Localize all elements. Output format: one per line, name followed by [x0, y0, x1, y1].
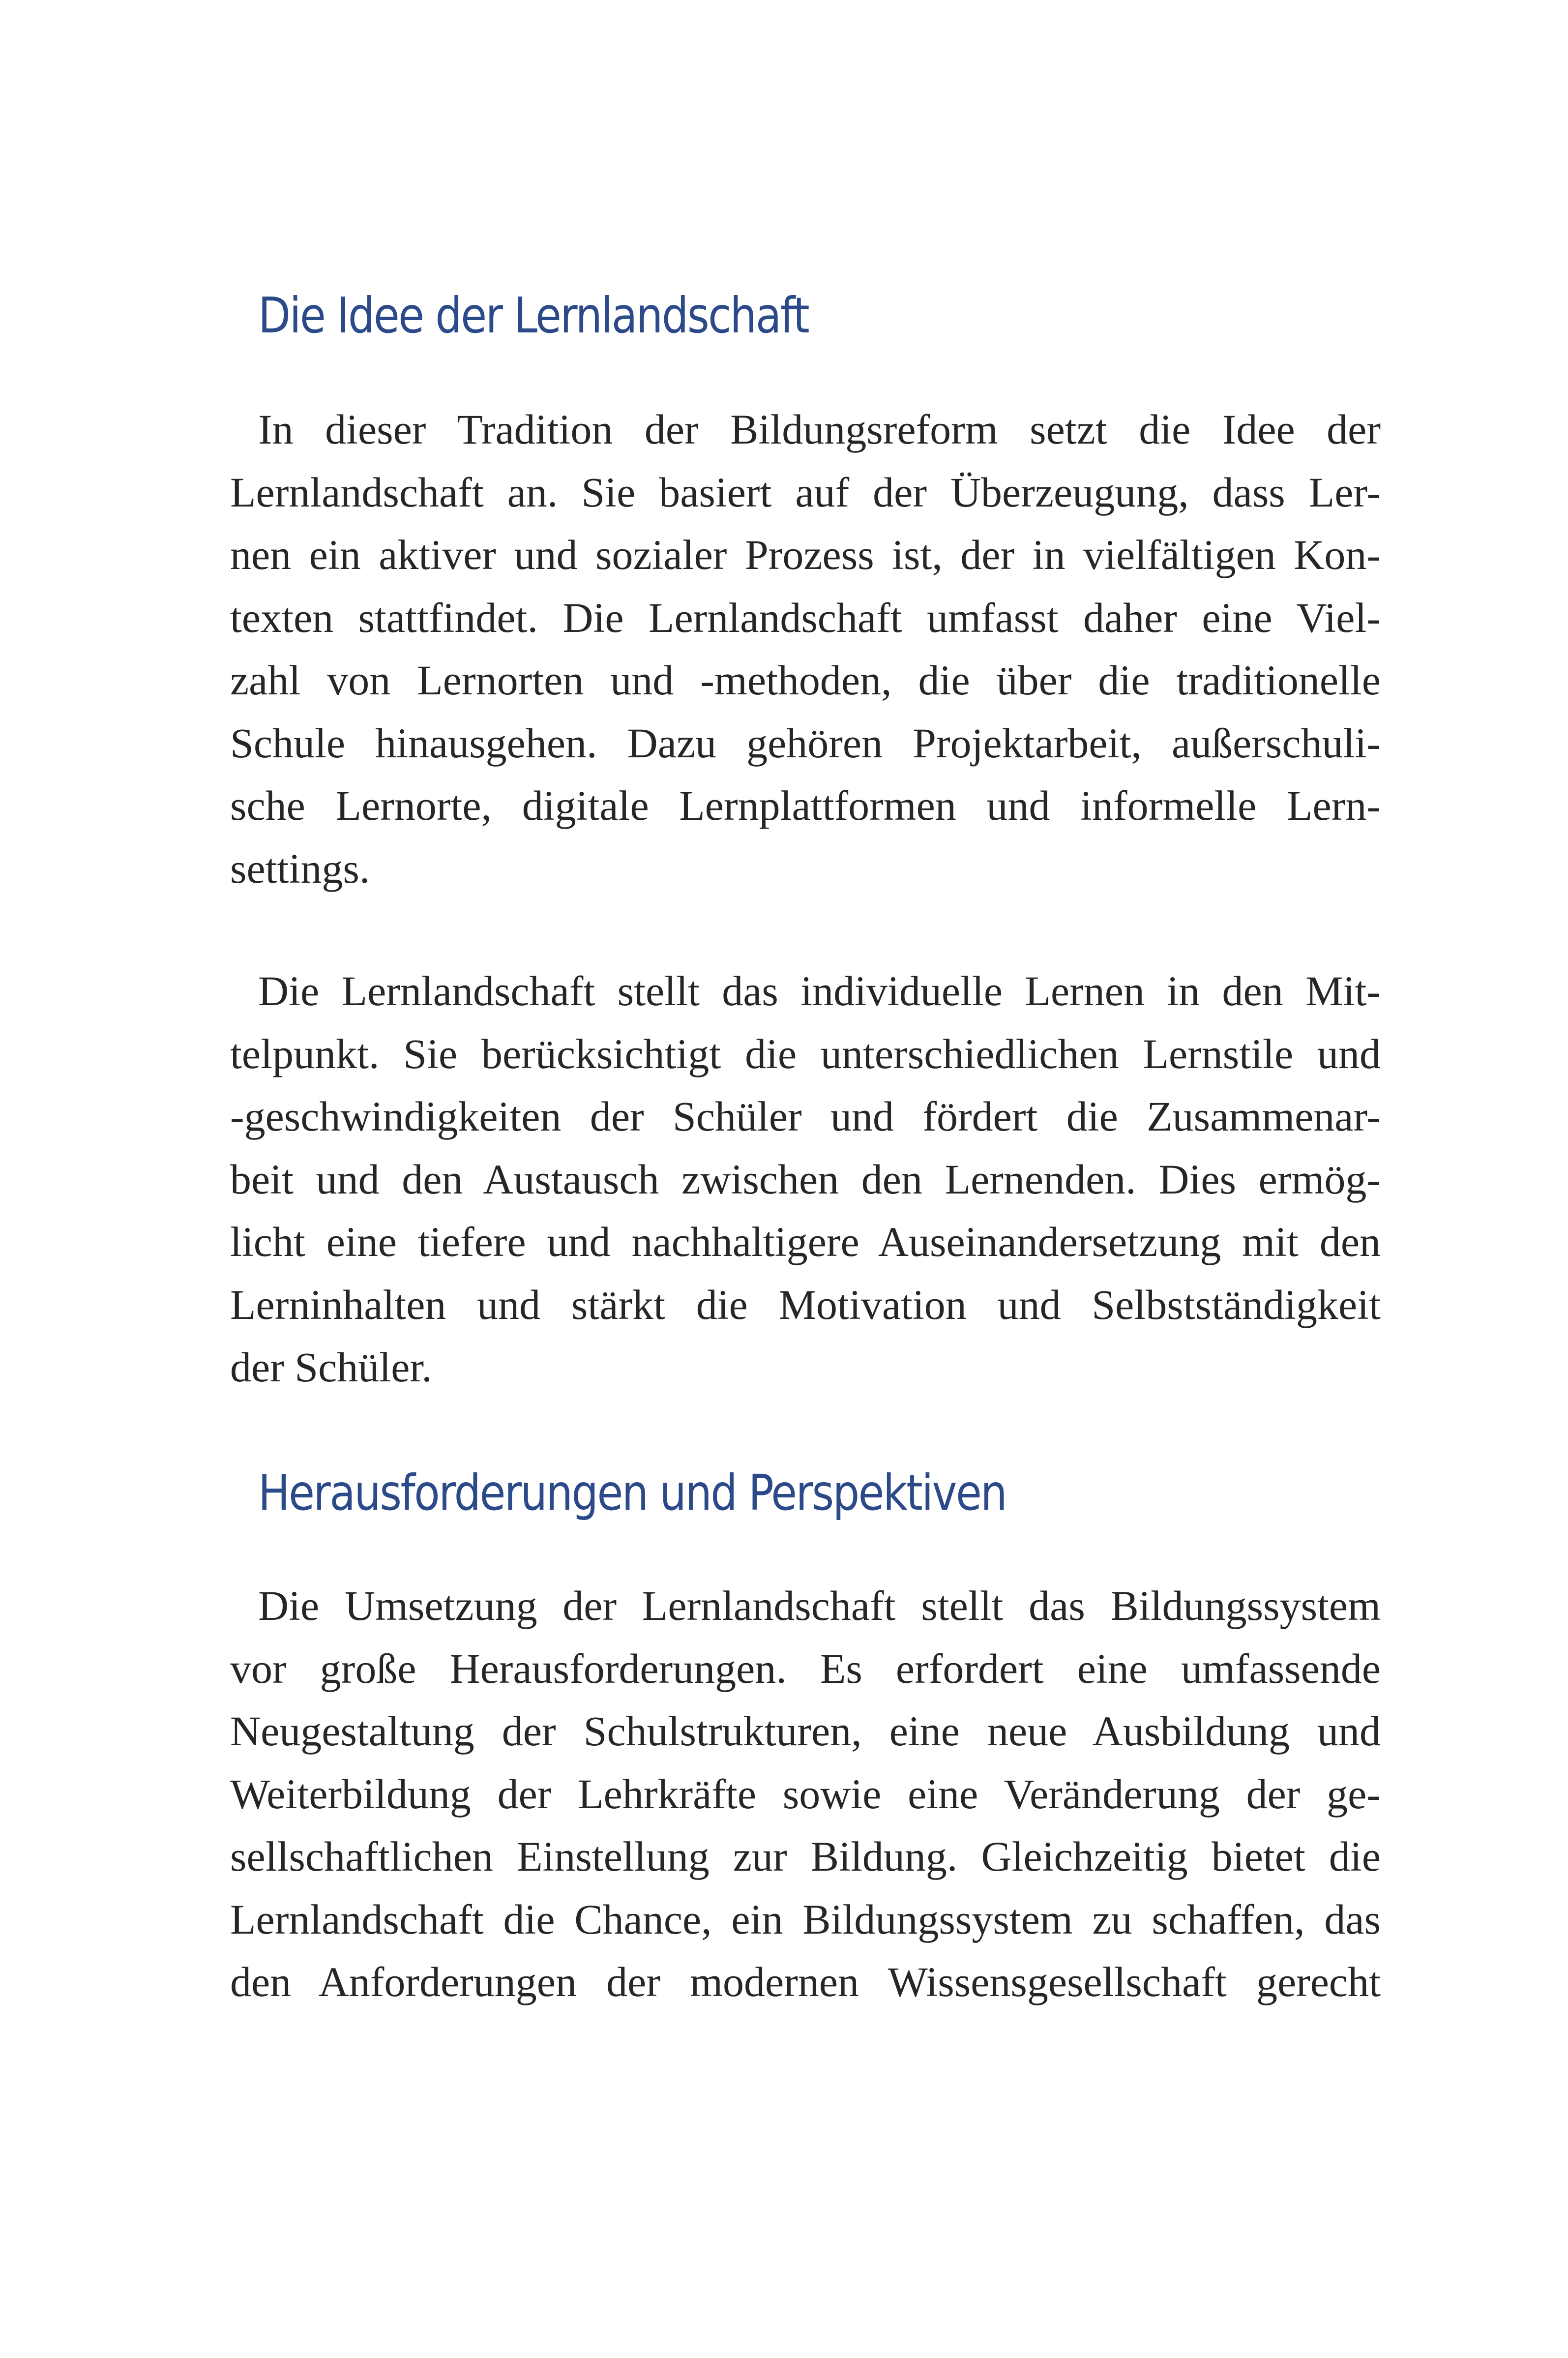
text-line: zahl von Lernorten und -methoden, die über die traditionelle — [230, 657, 1381, 704]
text-line: Lerninhalten und stärkt die Motivation und Selbstständigkeit — [230, 1281, 1381, 1328]
text-line: settings. — [230, 844, 370, 892]
text-line: Lernlandschaft die Chance, ein Bildungssystem zu schaffen, das — [230, 1895, 1381, 1943]
text-line: In dieser Tradition der Bildungsreform setzt die Idee der — [258, 406, 1381, 453]
text-line: nen ein aktiver und sozialer Prozess ist, der in vielfältigen Kon- — [230, 531, 1381, 578]
text-line: telpunkt. Sie berücksichtigt die unterschiedlichen Lernstile und — [230, 1030, 1381, 1077]
text-line: Weiterbildung der Lehrkräfte sowie eine Veränderung der ge- — [230, 1770, 1381, 1818]
paragraph-umsetzung — [230, 1575, 1381, 2014]
text-line: sellschaftlichen Einstellung zur Bildung. Gleichzeitig bietet die — [230, 1833, 1381, 1880]
text-line: den Anforderungen der modernen Wissensgesellschaft gerecht — [230, 1958, 1381, 2005]
paragraph-tradition — [230, 398, 1381, 900]
text-line: der Schüler. — [230, 1343, 432, 1391]
section-heading-herausforderungen: Herausforderungen und Perspektiven — [258, 1464, 1006, 1522]
paragraph-individuelles-lernen — [230, 960, 1381, 1399]
text-line: sche Lernorte, digitale Lernplattformen und informelle Lern- — [230, 782, 1381, 829]
text-line: Die Lernlandschaft stellt das individuelle Lernen in den Mit- — [258, 967, 1381, 1015]
text-line: Schule hinausgehen. Dazu gehören Projektarbeit, außerschuli- — [230, 719, 1381, 767]
text-line: vor große Herausforderungen. Es erfordert eine umfassende — [230, 1644, 1381, 1692]
text-line: texten stattfindet. Die Lernlandschaft umfasst daher eine Viel- — [230, 594, 1381, 641]
text-line: Lernlandschaft an. Sie basiert auf der Überzeugung, dass Ler- — [230, 468, 1381, 516]
text-line: Neugestaltung der Schulstrukturen, eine neue Ausbildung und — [230, 1707, 1381, 1755]
section-heading-idee: Die Idee der Lernlandschaft — [258, 287, 809, 344]
text-line: Die Umsetzung der Lernlandschaft stellt das Bildungssystem — [258, 1582, 1381, 1629]
text-line: licht eine tiefere und nachhaltigere Auseinandersetzung mit den — [230, 1218, 1381, 1265]
text-line: beit und den Austausch zwischen den Lernenden. Dies ermög- — [230, 1155, 1381, 1203]
text-line: -geschwindigkeiten der Schüler und fördert die Zusammenar- — [230, 1093, 1381, 1140]
